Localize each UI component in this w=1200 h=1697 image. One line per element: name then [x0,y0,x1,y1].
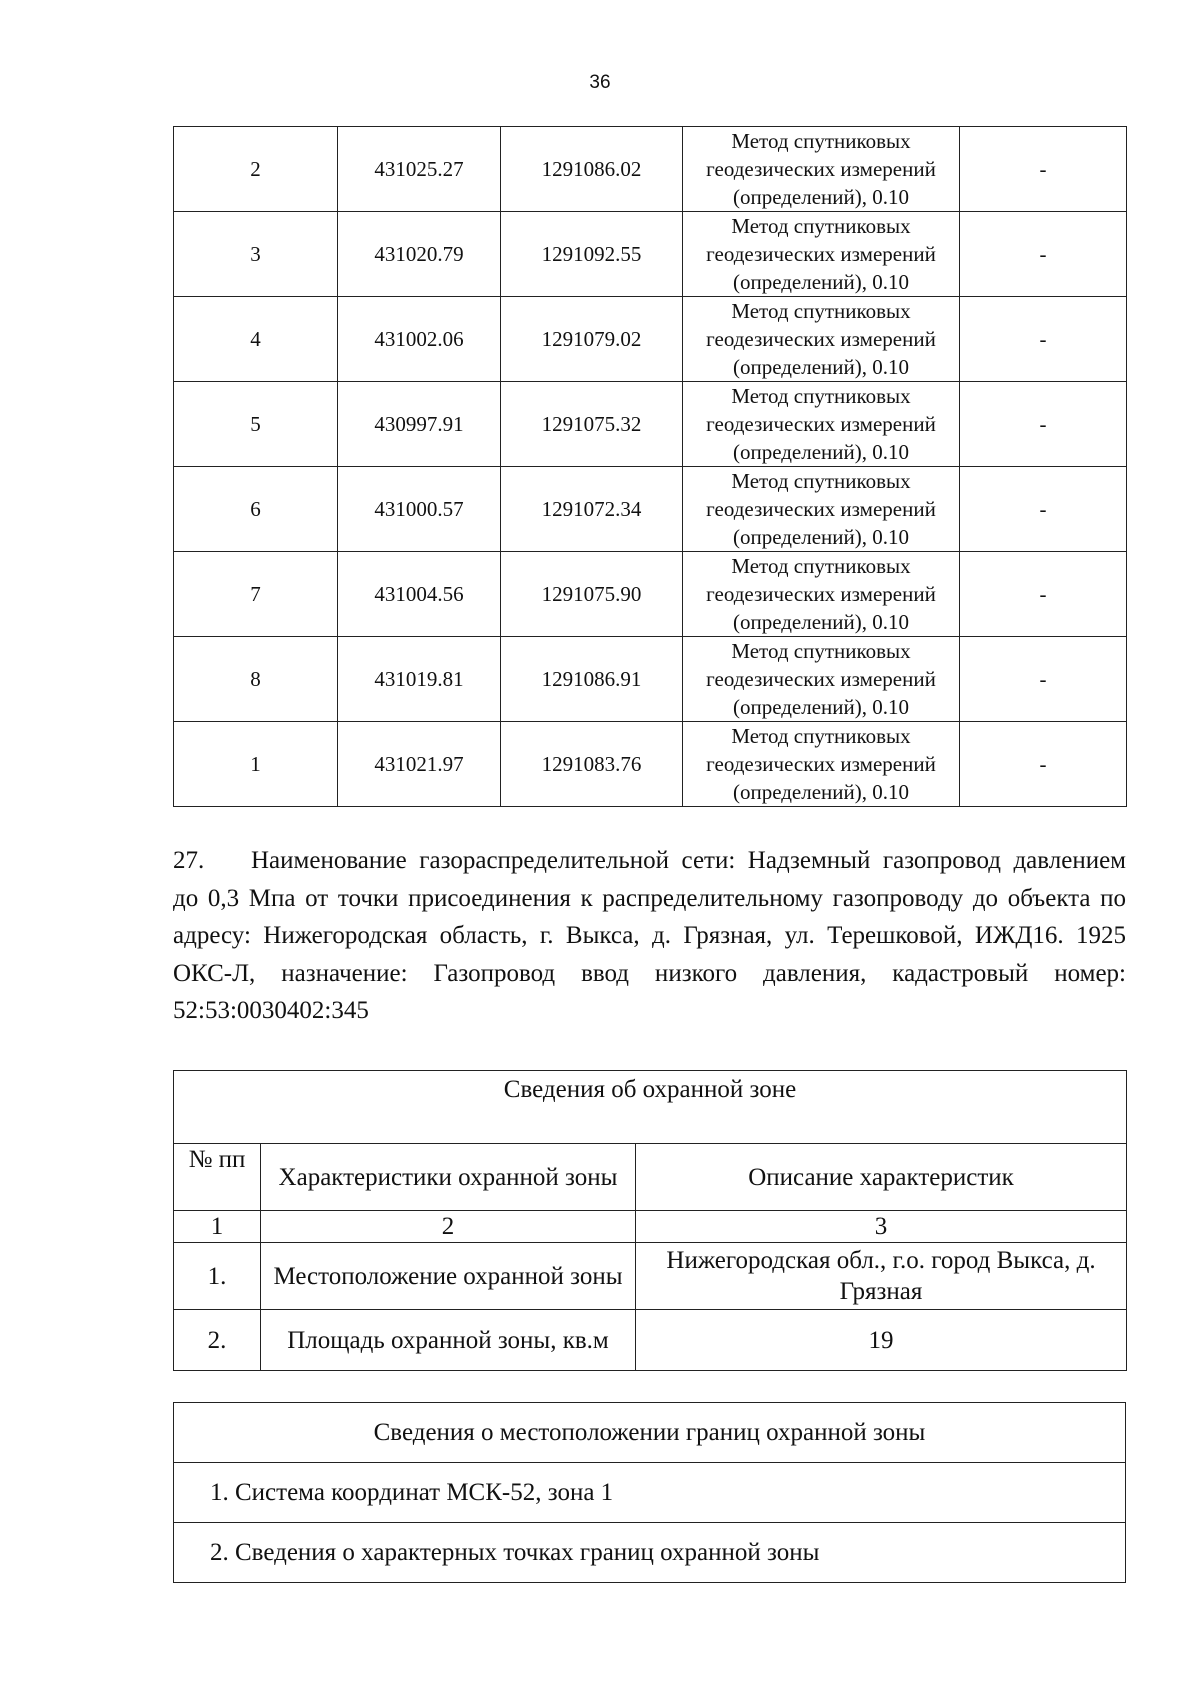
row-number: 2. [174,1310,261,1371]
measurement-method [683,212,960,297]
y-coordinate: 1291092.55 [501,212,683,297]
measurement-method [683,467,960,552]
coordinate-row [174,637,1127,722]
method-line: (определений), 0.10 [732,355,910,379]
method-line: Метод спутниковых [731,639,911,663]
row-description: 19 [636,1310,1127,1371]
x-coordinate: 431000.57 [338,467,501,552]
x-coordinate: 431019.81 [338,637,501,722]
method-line: геодезических измерений [706,242,936,266]
coordinate-row [174,552,1127,637]
y-coordinate: 1291083.76 [501,722,683,807]
bounds-table-title: Сведения о местоположении границ охранной зоны [174,1403,1126,1463]
bounds-title-row [174,1403,1126,1463]
measurement-method [683,382,960,467]
coordinate-row [174,212,1127,297]
row-number: 1. [174,1243,261,1310]
y-coordinate: 1291086.91 [501,637,683,722]
coordinate-row [174,467,1127,552]
method-line: геодезических измерений [706,412,936,436]
coordinate-row [174,127,1127,212]
measurement-method [683,722,960,807]
extra-value: - [960,297,1127,382]
point-number: 7 [174,552,338,637]
method-line: (определений), 0.10 [732,780,910,804]
measurement-method [683,552,960,637]
method-line: (определений), 0.10 [732,440,910,464]
bounds-item-row [174,1523,1126,1583]
coordinate-row [174,722,1127,807]
bounds-item-row [174,1463,1126,1523]
zone-header-row [174,1144,1127,1211]
method-line: Метод спутниковых [731,724,911,748]
y-coordinate: 1291072.34 [501,467,683,552]
y-coordinate: 1291079.02 [501,297,683,382]
zone-title-row [174,1071,1127,1144]
index-cell: 2 [261,1211,636,1243]
coordinate-system-item: 1. Система координат МСК-52, зона 1 [174,1463,1126,1523]
row-characteristic: Площадь охранной зоны, кв.м [261,1310,636,1371]
method-line: геодезических измерений [706,667,936,691]
point-number: 5 [174,382,338,467]
method-line: (определений), 0.10 [732,695,910,719]
x-coordinate: 430997.91 [338,382,501,467]
point-number: 3 [174,212,338,297]
row-characteristic: Местоположение охранной зоны [261,1243,636,1310]
method-line: Метод спутниковых [731,214,911,238]
method-line: геодезических измерений [706,327,936,351]
method-line: Метод спутниковых [731,469,911,493]
extra-value: - [960,552,1127,637]
method-line: (определений), 0.10 [732,610,910,634]
paragraph-text: Наименование газораспределительной сети: Надземный газопровод давлением до 0,3 Мпа от точки присоединения к распределительному газопроводу до объекта по адресу: Нижегородская область, г. Выкса, д. Грязная, ул. Терешковой, ИЖД16. 1925 ОКС-Л, назначение: Газопровод ввод низкого давления, кадастровый номер: 52:53:0030402:345 [173,847,1126,1024]
method-line: геодезических измерений [706,582,936,606]
point-number: 8 [174,637,338,722]
measurement-method [683,127,960,212]
header-number: № пп [174,1144,261,1211]
boundary-points-item: 2. Сведения о характерных точках границ охранной зоны [174,1523,1126,1583]
x-coordinate: 431002.06 [338,297,501,382]
extra-value: - [960,127,1127,212]
paragraph-number: 27. [173,847,205,874]
protection-zone-table [173,1070,1127,1371]
method-line: (определений), 0.10 [732,185,910,209]
method-line: Метод спутниковых [731,299,911,323]
extra-value: - [960,467,1127,552]
page-number: 36 [589,72,611,93]
method-line: геодезических измерений [706,157,936,181]
coordinate-row [174,297,1127,382]
extra-value: - [960,212,1127,297]
extra-value: - [960,722,1127,807]
section-paragraph [173,842,1126,1030]
boundaries-table [173,1402,1126,1583]
y-coordinate: 1291086.02 [501,127,683,212]
extra-value: - [960,637,1127,722]
index-cell: 3 [636,1211,1127,1243]
row-description: Нижегородская обл., г.о. город Выкса, д. Грязная [636,1243,1127,1310]
y-coordinate: 1291075.90 [501,552,683,637]
method-line: Метод спутниковых [731,554,911,578]
point-number: 4 [174,297,338,382]
x-coordinate: 431020.79 [338,212,501,297]
method-line: (определений), 0.10 [732,270,910,294]
point-number: 1 [174,722,338,807]
point-number: 6 [174,467,338,552]
header-description: Описание характеристик [636,1144,1127,1211]
method-line: Метод спутниковых [731,129,911,153]
extra-value: - [960,382,1127,467]
method-line: геодезических измерений [706,752,936,776]
point-number: 2 [174,127,338,212]
index-cell: 1 [174,1211,261,1243]
x-coordinate: 431025.27 [338,127,501,212]
method-line: Метод спутниковых [731,384,911,408]
measurement-method [683,297,960,382]
y-coordinate: 1291075.32 [501,382,683,467]
method-line: геодезических измерений [706,497,936,521]
x-coordinate: 431004.56 [338,552,501,637]
coordinate-row [174,382,1127,467]
zone-table-title: Сведения об охранной зоне [174,1071,1127,1144]
measurement-method [683,637,960,722]
zone-index-row [174,1211,1127,1243]
zone-row-location [174,1243,1127,1310]
header-characteristics: Характеристики охранной зоны [261,1144,636,1211]
zone-row-area [174,1310,1127,1371]
method-line: (определений), 0.10 [732,525,910,549]
x-coordinate: 431021.97 [338,722,501,807]
coordinates-table [173,126,1127,807]
